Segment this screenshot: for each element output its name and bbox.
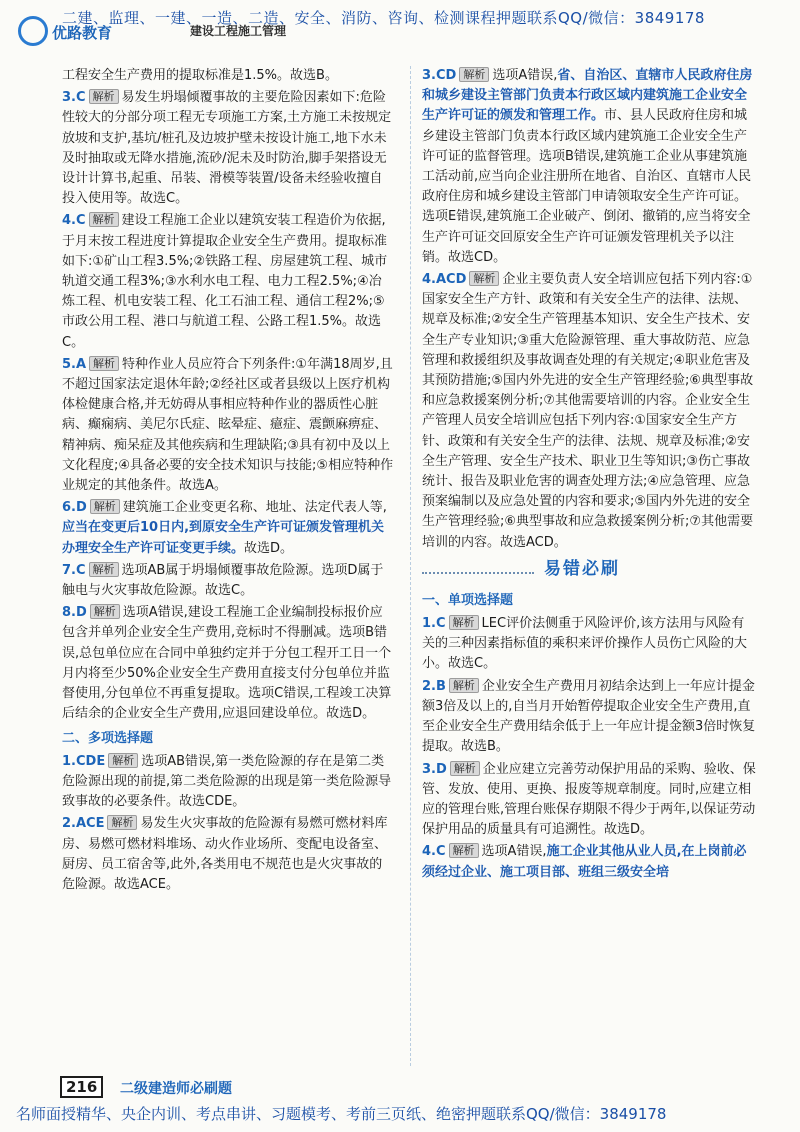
analysis-tag: 解析 [107,815,137,830]
analysis-tag: 解析 [459,67,489,82]
highlight-text: 施工企业其他从业人员,在上岗前必须经过企业、施工项目部、班组三级安全培 [422,844,747,880]
answer-text: LEC评价法侧重于风险评价,该方法用与风险有关的三种因素指标值的乘积来评价操作人员伤亡风险的大小。故选C。 [422,616,748,672]
highlight-text: 应当在变更后10日内,到原安全生产许可证颁发管理机关办理安全生产许可证变更手续。 [62,520,385,556]
answer-text: 建设工程施工企业以建筑安装工程造价为依据,于月末按工程进度计算提取企业安全生产费用。提取标准如下:①矿山工程3.5%;②铁路工程、房屋建筑工程、城市轨道交通工程3%;③水利水电工程、电力工程2.5%;④冶炼工程、机电安装工程、化工石油工程、通信工程2%;⑤市政公用工程、港口与航道工程、公路工程1.5%。故选C。 [62,213,388,350]
answer-6 [62,498,394,559]
answer-number: 2.ACE [62,816,105,832]
answer-text: 企业主要负责人安全培训应包括下列内容:①国家安全生产方针、政策和有关安全生产的法律、法规、规章及标准;②安全生产管理基本知识、安全生产技术、安全生产专业知识;③重大危险源管理、重大事故防范、应急管理和救援组织及事故调查处理的有关规定;④职业危害及其预防措施;⑤国内外先进的安全生产管理经验;⑥典型事故和应急救援案例分析;⑦其他需要培训的内容。企业安全生产管理人员安全培训应包括下列内容:①国家安全生产方针、政策和有关安全生产的法律、法规、规章及标准;②安全生产管理、安全生产技术、职业卫生等知识;③伤亡事故统计、报告及职业危害的调查处理方法;④应急管理、应急预案编制以及应急处置的内容和要求;⑤国内外先进的安全生产管理经验;⑥典型事故和应急救援案例分析;⑦其他需要培训的内容。故选ACD。 [422,272,754,550]
analysis-tag: 解析 [90,499,120,514]
multi-answer-4 [422,270,756,553]
top-promo-text: 二建、监理、一建、一造、二造、安全、消防、咨询、检测课程押题联系QQ/微信：3849178 [62,9,705,27]
answer-number: 1.C [422,616,446,632]
answer-number: 4.C [62,213,86,229]
answer-number: 7.C [62,562,86,578]
answer-text: 选项AB属于坍塌倾覆事故危险源。选项D属于触电与火灾事故危险源。故选C。 [62,562,384,599]
answer-number: 6.D [62,500,87,516]
error-answer-4 [422,842,756,882]
answer-number: 1.CDE [62,753,106,769]
answer-text: 企业应建立完善劳动保护用品的采购、验收、保管、发放、使用、更换、报废等规章制度。同时,应建立相应的管理台账,管理台账保存期限不得少于两年,以保证劳动保护用品的质量具有可追溯性。故选D。 [422,761,756,838]
answer-text: 建筑施工企业变更名称、地址、法定代表人等, [122,500,387,516]
answer-7 [62,561,394,601]
brand-name: 优路教育 [52,24,113,42]
answer-number: 3.D [422,761,447,777]
answer-number: 4.C [422,844,446,860]
answer-number: 8.D [62,605,87,621]
answer-number: 5.A [62,356,87,372]
multi-answer-1 [62,752,394,813]
analysis-tag: 解析 [449,615,479,630]
analysis-tag: 解析 [89,562,119,577]
answer-3 [62,88,394,209]
answer-text: 易发生火灾事故的危险源有易燃可燃材料库房、易燃可燃材料堆场、动火作业场所、变配电设备室、厨房、员工宿舍等,此外,各类用电不规范也是火灾事故的危险源。故选ACE。 [62,816,388,892]
error-prone-title: 易错必刷 [544,558,620,579]
error-answer-1 [422,614,756,675]
analysis-tag: 解析 [108,753,138,768]
bottom-promo-text: 名师面授精华、央企内训、考点串讲、习题模考、考前三页纸、绝密押题联系QQ/微信：3849178 [16,1105,667,1123]
book-title: 二级建造师必刷题 [120,1081,232,1097]
answer-4 [62,211,394,352]
banner-dotted-line [422,572,534,574]
answer-number: 3.C [62,90,86,106]
answer-text: 选项AB错误,第一类危险源的存在是第二类危险源出现的前提,第二类危险源的出现是第一类危险源导致事故的必要条件。故选CDE。 [62,753,392,810]
answer-text: 企业安全生产费用月初结余达到上一年应计提金额3倍及以上的,自当月开始暂停提取企业安全生产费用,直至企业安全生产费用结余低于上一年应计提金额3倍时恢复提取。故选B。 [422,678,756,755]
error-answer-3 [422,760,756,841]
answer-text: 选项A错误, [492,68,558,83]
analysis-tag: 解析 [450,761,480,776]
right-column [422,66,756,885]
brand-logo-icon [18,16,48,46]
page-number: 216 [60,1076,103,1098]
analysis-tag: 解析 [469,271,499,286]
answer-text: 选项A错误,建设工程施工企业编制投标报价应包含并单列企业安全生产费用,竞标时不得删减。选项B错误,总包单位应在合同中单独约定并于分包工程开工日一个月内将至少50%企业安全生产费用直接支付分包单位并监督使用,分包单位不再重复提取。选项C错误,工程竣工决算后结余的企业安全生产费用,应退回建设单位。故选D。 [62,605,392,722]
multi-answer-2 [62,814,394,895]
answer-5 [62,355,394,496]
answer-text-end: 市、县人民政府住房和城乡建设主管部门负责本行政区域内建筑施工企业安全生产许可证的监督管理。选项B错误,建筑施工企业从事建筑施工活动前,应当向企业注册所在地省、自治区、直辖市人民政府住房和城乡建设主管部门申请领取安全生产许可证。选项E错误,建筑施工企业破产、倒闭、撤销的,应当将安全生产许可证交回原安全生产许可证颁发管理机关予以注销。故选CD。 [422,108,752,265]
analysis-tag: 解析 [89,356,119,371]
analysis-tag: 解析 [89,212,119,227]
subject-title: 建设工程施工管理 [190,24,287,38]
answer-8 [62,603,394,724]
left-column [62,66,394,897]
highlight-text: 省、自治区、直辖市人民政府住房和城乡建设主管部门负责本行政区域内建筑施工企业安全生产许可证的颁发和管理工作。 [422,68,753,124]
multi-answer-3 [422,66,756,268]
answer-text: 特种作业人员应符合下列条件:①年满18周岁,且不超过国家法定退休年龄;②经社区或者县级以上医疗机构体检健康合格,并无妨碍从事相应特种作业的器质性心脏病、癫痫病、美尼尔氏症、眩晕症、癔症、震颤麻痹症、精神病、痴呆症及其他疾病和生理缺陷;③具有初中及以上文化程度;④具备必要的安全技术知识与技能;⑤相应特种作业规定的其他条件。故选A。 [62,356,394,494]
answer-text: 易发生坍塌倾覆事故的主要危险因素如下:危险性较大的分部分项工程无专项施工方案,土方施工未按规定放坡和支护,基坑/桩孔及边坡护壁未按设计施工,地下水未及时抽取或无降水措施,流砂/泥未及时防治,脚手架搭设无设计计算书,起重、吊装、滑模等装置/设备未经验收擅自投入使用等。故选C。 [62,90,392,207]
intro-tail: 工程安全生产费用的提取标准是1.5%。故选B。 [62,68,338,83]
answer-number: 3.CD [422,68,457,83]
section-heading-single: 一、单项选择题 [422,592,514,608]
top-banner [0,0,800,44]
analysis-tag: 解析 [89,89,119,104]
answer-number: 4.ACD [422,272,467,288]
analysis-tag: 解析 [90,604,120,619]
column-divider [410,66,412,1066]
error-answer-2 [422,677,756,758]
section-heading-multiple: 二、多项选择题 [62,730,154,746]
answer-number: 2.B [422,678,446,694]
analysis-tag: 解析 [449,678,479,693]
answer-text-end: 故选D。 [244,540,294,556]
error-prone-banner [422,559,756,585]
analysis-tag: 解析 [449,843,479,858]
answer-text: 选项A错误, [481,844,547,860]
